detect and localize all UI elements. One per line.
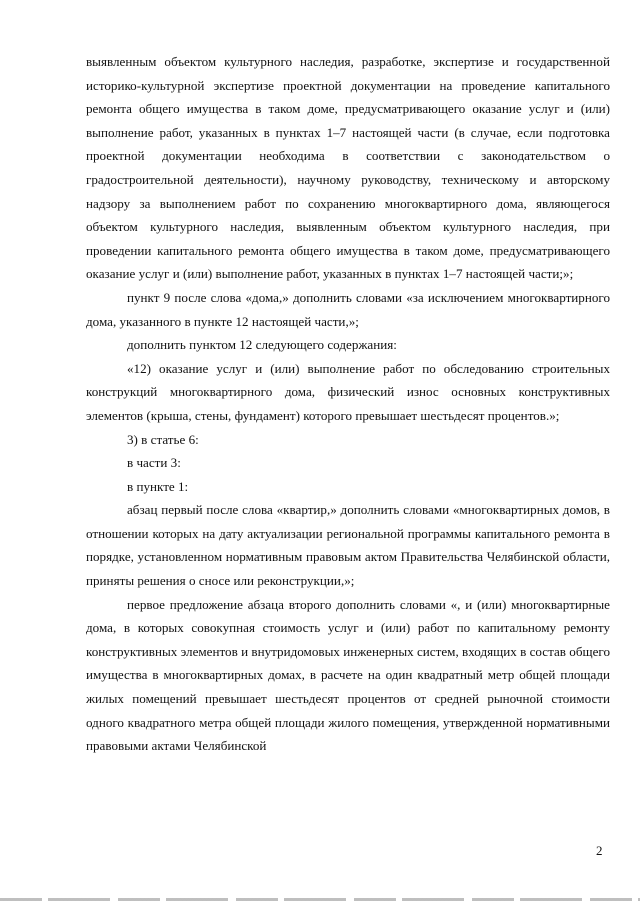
paragraph-item-9: пункт 9 после слова «дома,» дополнить словами «за исключением многоквартирного дома, указанного в пункте 12 настоящей части,»; bbox=[86, 289, 610, 329]
paragraph-second-abzac: первое предложение абзаца второго дополнить словами «, и (или) многоквартирные дома, в которых совокупная стоимость услуг и (или) работ по капитальному ремонту конструктивных элементов и внутридомовых инженерных систем, входящих в состав общего имущества в многоквартирных домах, в расчете на один квадратный метр общей площади жилых помещений превышает шестьдесят процентов от средней рыночной стоимости одного квадратного метра общей площади жилого помещения, утвержденной нормативными правовыми актами Челябинской bbox=[86, 596, 610, 754]
scan-bottom-edge bbox=[0, 898, 640, 901]
paragraph-point-1: в пункте 1: bbox=[127, 478, 189, 494]
paragraph-continuation: выявленным объектом культурного наследия, разработке, экспертизе и государственной историко-культурной экспертизе проектной документации на проведение капитального ремонта общего имущества в таком доме, предусматривающего оказание услуг и (или) выполнение работ, указанных в пунктах 1–7 настоящей части (в случае, если подготовка проектной документации необходима в соответствии с законодательством о градостроительной деятельности), научному руководству, техническому и авторскому надзору за выполнением работ по сохранению многоквартирного дома, являющегося объектом культурного наследия, выявленным объектом культурного наследия, при проведении капитального ремонта общего имущества в таком доме, предусматривающего оказание услуг и (или) выполнение работ, указанных в пунктах 1–7 настоящей части;»; bbox=[86, 54, 610, 282]
paragraph-article-6: 3) в статье 6: bbox=[127, 431, 199, 447]
paragraph-item-12-text: «12) оказание услуг и (или) выполнение работ по обследованию строительных конструкций многоквартирного дома, физический износ основных конструктивных элементов (крыша, стены, фундамент) которого превышает шестьдесят процентов.»; bbox=[86, 360, 610, 423]
page-number: 2 bbox=[596, 843, 603, 858]
paragraph-part-3: в части 3: bbox=[127, 455, 181, 471]
document-body bbox=[86, 50, 610, 758]
paragraph-add-item-12: дополнить пунктом 12 следующего содержания: bbox=[127, 337, 397, 353]
paragraph-first-abzac: абзац первый после слова «квартир,» дополнить словами «многоквартирных домов, в отношении которых на дату актуализации региональной программы капитального ремонта в порядке, установленном нормативным правовым актом Правительства Челябинской области, приняты решения о сносе или реконструкции,»; bbox=[86, 502, 610, 589]
